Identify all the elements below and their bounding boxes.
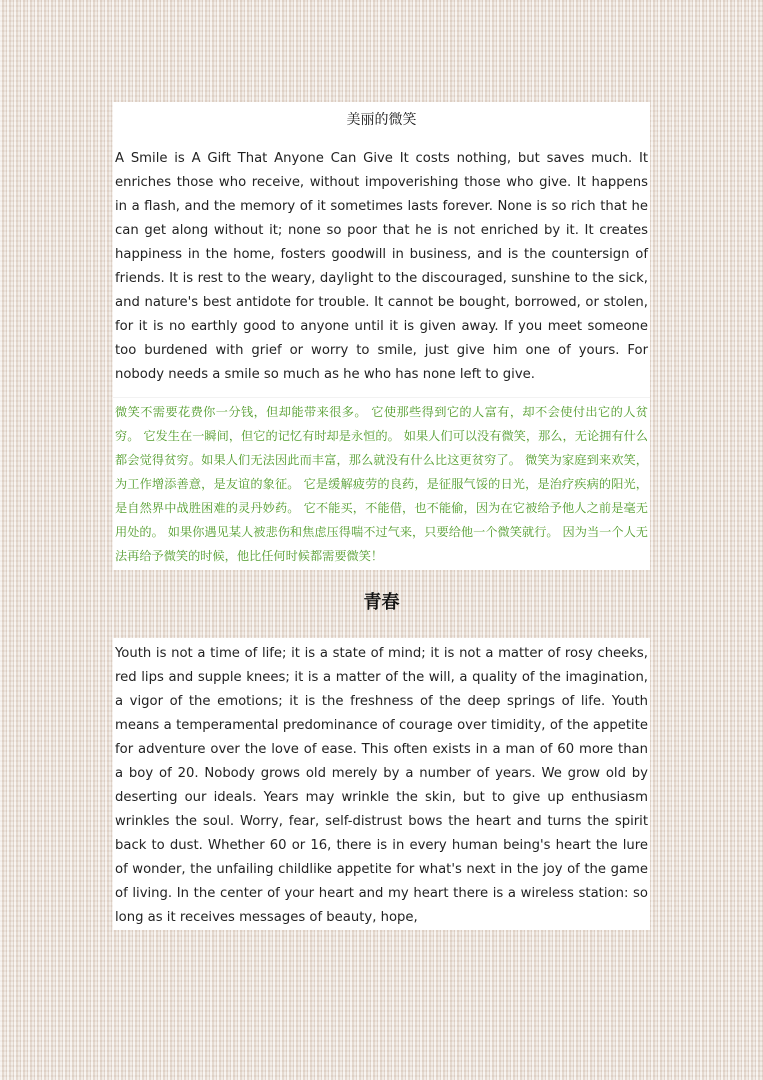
document-page: [113, 102, 650, 930]
section-title-smile: 美丽的微笑: [346, 112, 417, 128]
youth-english-paragraph: Youth is not a time of life; it is a state of mind; it is not a matter of rosy cheeks, red lips and supple knees; it is a matter of the will, a quality of the imagination, a vigor of the emotions; it is the freshness of the deep springs of life. Youth means a temperamental predominance of courage over timidity, of the appetite for adventure over the love of ease. This often exists in a man of 60 more than a boy of 20. Nobody grows old merely by a number of years. We grow old by deserting our ideals. Years may wrinkle the skin, but to give up enthusiasm wrinkles the soul. Worry, fear, self-distrust bows the heart and turns the spirit back to dust. Whether 60 or 16, there is in every human being's heart the lure of wonder, the unfailing childlike appetite for what's next in the joy of the game of living. In the center of your heart and my heart there is a wireless station: so long as it receives messages of beauty, hope,: [115, 646, 648, 925]
smile-english-paragraph: A Smile is A Gift That Anyone Can Give It costs nothing, but saves much. It enriches those who receive, without impoverishing those who give. It happens in a flash, and the memory of it sometimes lasts forever. None is so rich that he can get along without it; none so poor that he is not enriched by it. It creates happiness in the home, fosters goodwill in business, and is the countersign of friends. It is rest to the weary, daylight to the discouraged, sunshine to the sick, and nature's best antidote for trouble. It cannot be bought, borrowed, or stolen, for it is no earthly good to anyone until it is given away. If you meet someone too burdened with grief or worry to smile, just give him one of yours. For nobody needs a smile so much as he who has none left to give.: [115, 151, 648, 382]
section-title-youth: 青春: [363, 592, 400, 613]
youth-section: [113, 638, 650, 930]
smile-section: [113, 102, 650, 570]
smile-chinese-translation: 微笑不需要花费你一分钱，但却能带来很多。 它使那些得到它的人富有，却不会使付出它的人贫穷。 它发生在一瞬间，但它的记忆有时却是永恒的。 如果人们可以没有微笑，那么，无论拥有什么都会觉得贫穷。如果人们无法因此而丰富，那么就没有什么比这更贫穷了。 微笑为家庭到来欢笑，为工作增添善意，是友谊的象征。 它是缓解疲劳的良药，是征服气馁的日光，是治疗疾病的阳光，是自然界中战胜困难的灵丹妙药。 它不能买，不能借，也不能偷，因为在它被给予他人之前是毫无用处的。 如果你遇见某人被悲伤和焦虑压得喘不过气来，只要给他一个微笑就行。 因为当一个人无法再给予微笑的时候，他比任何时候都需要微笑！: [113, 397, 650, 570]
